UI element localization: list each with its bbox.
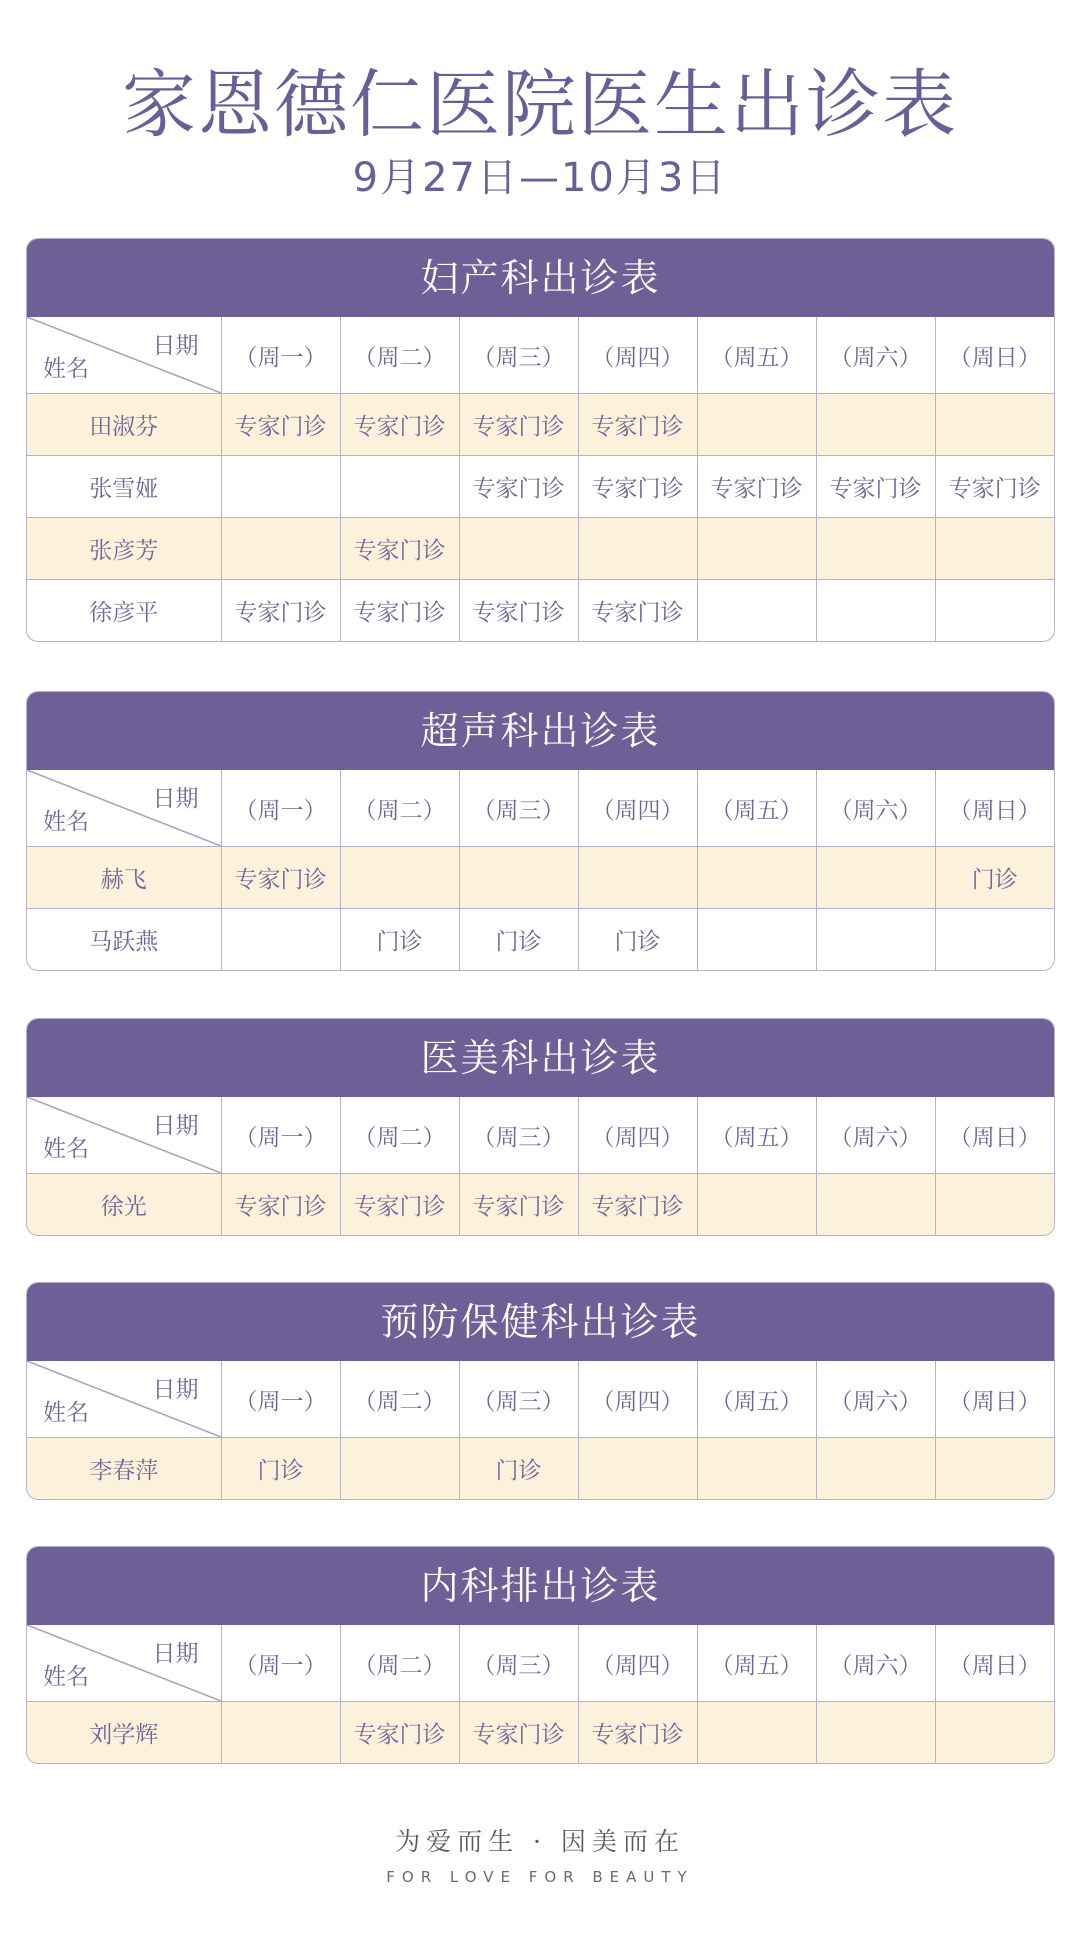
schedule-cell: 专家门诊 [935, 456, 1054, 518]
name-header-label: 姓名 [43, 1400, 89, 1426]
schedule-cell: 专家门诊 [221, 394, 340, 456]
schedule-cell [816, 1174, 935, 1236]
table-row [27, 394, 1054, 456]
table-row [27, 909, 1054, 971]
schedule-cell [578, 847, 697, 909]
schedule-cell [697, 394, 816, 456]
schedule-cell [935, 518, 1054, 580]
schedule-cell [816, 580, 935, 642]
schedule-cell [816, 909, 935, 971]
footer-slogan-cn: 为爱而生 · 因美而在 [395, 1827, 685, 1856]
day-header-cell: （周日） [935, 1097, 1054, 1174]
schedule-table [27, 1097, 1054, 1235]
schedule-cell [221, 1702, 340, 1764]
name-header-label: 姓名 [43, 1664, 89, 1690]
table-row [27, 1702, 1054, 1764]
header-row [27, 1097, 1054, 1174]
table-row [27, 456, 1054, 518]
schedule-cell: 专家门诊 [816, 456, 935, 518]
schedule-cell [935, 394, 1054, 456]
day-header-cell: （周四） [578, 1361, 697, 1438]
day-header-cell: （周六） [816, 1097, 935, 1174]
schedule-cell: 专家门诊 [578, 456, 697, 518]
corner-header-cell [27, 1097, 221, 1174]
day-header-cell: （周五） [697, 317, 816, 394]
day-header-cell: （周三） [459, 770, 578, 847]
day-header-cell: （周三） [459, 1625, 578, 1702]
schedule-cell [221, 909, 340, 971]
schedule-cell [935, 1174, 1054, 1236]
date-header-label: 日期 [152, 1113, 199, 1139]
corner-header-cell [27, 770, 221, 847]
schedule-cell [697, 847, 816, 909]
schedule-cell: 专家门诊 [221, 1174, 340, 1236]
day-header-cell: （周二） [340, 1361, 459, 1438]
schedule-cell: 专家门诊 [578, 580, 697, 642]
doctor-name-cell: 刘学辉 [27, 1702, 221, 1764]
table-row [27, 1438, 1054, 1500]
day-header-cell: （周三） [459, 317, 578, 394]
schedule-cell: 专家门诊 [578, 1174, 697, 1236]
day-header-cell: （周日） [935, 770, 1054, 847]
doctor-name-cell: 李春萍 [27, 1438, 221, 1500]
table-row [27, 847, 1054, 909]
schedule-cell [935, 1702, 1054, 1764]
day-header-cell: （周二） [340, 1625, 459, 1702]
name-header-label: 姓名 [43, 809, 89, 835]
day-header-cell: （周五） [697, 770, 816, 847]
header-row [27, 317, 1054, 394]
day-header-cell: （周三） [459, 1361, 578, 1438]
schedule-cell [578, 518, 697, 580]
corner-header-cell [27, 317, 221, 394]
schedule-cell: 专家门诊 [340, 1702, 459, 1764]
day-header-cell: （周五） [697, 1625, 816, 1702]
department-section [26, 1282, 1055, 1500]
schedule-cell [340, 1438, 459, 1500]
schedule-cell [340, 456, 459, 518]
day-header-cell: （周四） [578, 317, 697, 394]
date-header-label: 日期 [152, 786, 199, 812]
department-title: 医美科出诊表 [27, 1019, 1054, 1097]
schedule-cell: 专家门诊 [459, 1174, 578, 1236]
schedule-cell [221, 518, 340, 580]
schedule-cell [816, 518, 935, 580]
date-header-label: 日期 [152, 1377, 199, 1403]
header-row [27, 770, 1054, 847]
table-row [27, 580, 1054, 642]
schedule-cell: 专家门诊 [340, 518, 459, 580]
department-section [26, 1018, 1055, 1236]
department-title: 妇产科出诊表 [27, 239, 1054, 317]
schedule-cell: 专家门诊 [340, 1174, 459, 1236]
schedule-cell [816, 847, 935, 909]
schedule-table [27, 317, 1054, 641]
schedule-cell [816, 394, 935, 456]
schedule-cell: 专家门诊 [340, 394, 459, 456]
schedule-cell [697, 1702, 816, 1764]
header-row [27, 1625, 1054, 1702]
schedule-cell [221, 456, 340, 518]
schedule-cell: 专家门诊 [221, 847, 340, 909]
department-title: 预防保健科出诊表 [27, 1283, 1054, 1361]
schedule-cell [697, 580, 816, 642]
day-header-cell: （周四） [578, 770, 697, 847]
day-header-cell: （周四） [578, 1625, 697, 1702]
table-row [27, 1174, 1054, 1236]
day-header-cell: （周一） [221, 1625, 340, 1702]
schedule-cell: 专家门诊 [578, 1702, 697, 1764]
day-header-cell: （周六） [816, 770, 935, 847]
department-section [26, 1546, 1055, 1764]
doctor-name-cell: 田淑芬 [27, 394, 221, 456]
corner-header-cell [27, 1361, 221, 1438]
day-header-cell: （周一） [221, 317, 340, 394]
schedule-cell: 专家门诊 [459, 580, 578, 642]
table-row [27, 518, 1054, 580]
schedule-cell [935, 580, 1054, 642]
schedule-cell: 门诊 [340, 909, 459, 971]
schedule-cell [816, 1438, 935, 1500]
schedule-cell [459, 847, 578, 909]
department-title: 内科排出诊表 [27, 1547, 1054, 1625]
day-header-cell: （周四） [578, 1097, 697, 1174]
doctor-name-cell: 马跃燕 [27, 909, 221, 971]
schedule-cell: 专家门诊 [697, 456, 816, 518]
day-header-cell: （周五） [697, 1097, 816, 1174]
schedule-cell [816, 1702, 935, 1764]
schedule-cell: 专家门诊 [459, 456, 578, 518]
day-header-cell: （周六） [816, 1361, 935, 1438]
department-title: 超声科出诊表 [27, 692, 1054, 770]
schedule-cell [935, 909, 1054, 971]
schedule-cell [697, 518, 816, 580]
page-title: 家恩德仁医院医生出诊表 [122, 62, 958, 148]
day-header-cell: （周五） [697, 1361, 816, 1438]
header-row [27, 1361, 1054, 1438]
day-header-cell: （周一） [221, 1097, 340, 1174]
day-header-cell: （周日） [935, 1625, 1054, 1702]
footer-slogan-en: FOR LOVE FOR BEAUTY [386, 1868, 694, 1886]
schedule-cell: 门诊 [935, 847, 1054, 909]
schedule-cell: 专家门诊 [459, 1702, 578, 1764]
date-header-label: 日期 [152, 333, 199, 359]
day-header-cell: （周一） [221, 1361, 340, 1438]
schedule-table [27, 1625, 1054, 1763]
schedule-cell: 门诊 [221, 1438, 340, 1500]
schedule-cell: 门诊 [578, 909, 697, 971]
day-header-cell: （周日） [935, 317, 1054, 394]
department-section [26, 691, 1055, 971]
schedule-cell [935, 1438, 1054, 1500]
doctor-name-cell: 张彦芳 [27, 518, 221, 580]
doctor-name-cell: 张雪娅 [27, 456, 221, 518]
day-header-cell: （周二） [340, 770, 459, 847]
day-header-cell: （周六） [816, 1625, 935, 1702]
name-header-label: 姓名 [43, 356, 89, 382]
name-header-label: 姓名 [43, 1136, 89, 1162]
schedule-cell [459, 518, 578, 580]
doctor-name-cell: 赫飞 [27, 847, 221, 909]
date-range: 9月27日—10月3日 [352, 155, 728, 201]
schedule-cell: 专家门诊 [459, 394, 578, 456]
schedule-cell [697, 1174, 816, 1236]
department-section [26, 238, 1055, 642]
schedule-cell: 专家门诊 [221, 580, 340, 642]
schedule-cell [697, 1438, 816, 1500]
day-header-cell: （周二） [340, 317, 459, 394]
day-header-cell: （周二） [340, 1097, 459, 1174]
schedule-cell: 专家门诊 [578, 394, 697, 456]
doctor-name-cell: 徐光 [27, 1174, 221, 1236]
date-header-label: 日期 [152, 1641, 199, 1667]
schedule-table [27, 1361, 1054, 1499]
schedule-cell [697, 909, 816, 971]
day-header-cell: （周六） [816, 317, 935, 394]
corner-header-cell [27, 1625, 221, 1702]
schedule-cell: 专家门诊 [340, 580, 459, 642]
schedule-cell: 门诊 [459, 1438, 578, 1500]
schedule-cell: 门诊 [459, 909, 578, 971]
schedule-cell [578, 1438, 697, 1500]
doctor-name-cell: 徐彦平 [27, 580, 221, 642]
day-header-cell: （周日） [935, 1361, 1054, 1438]
schedule-table [27, 770, 1054, 970]
day-header-cell: （周三） [459, 1097, 578, 1174]
schedule-cell [340, 847, 459, 909]
day-header-cell: （周一） [221, 770, 340, 847]
